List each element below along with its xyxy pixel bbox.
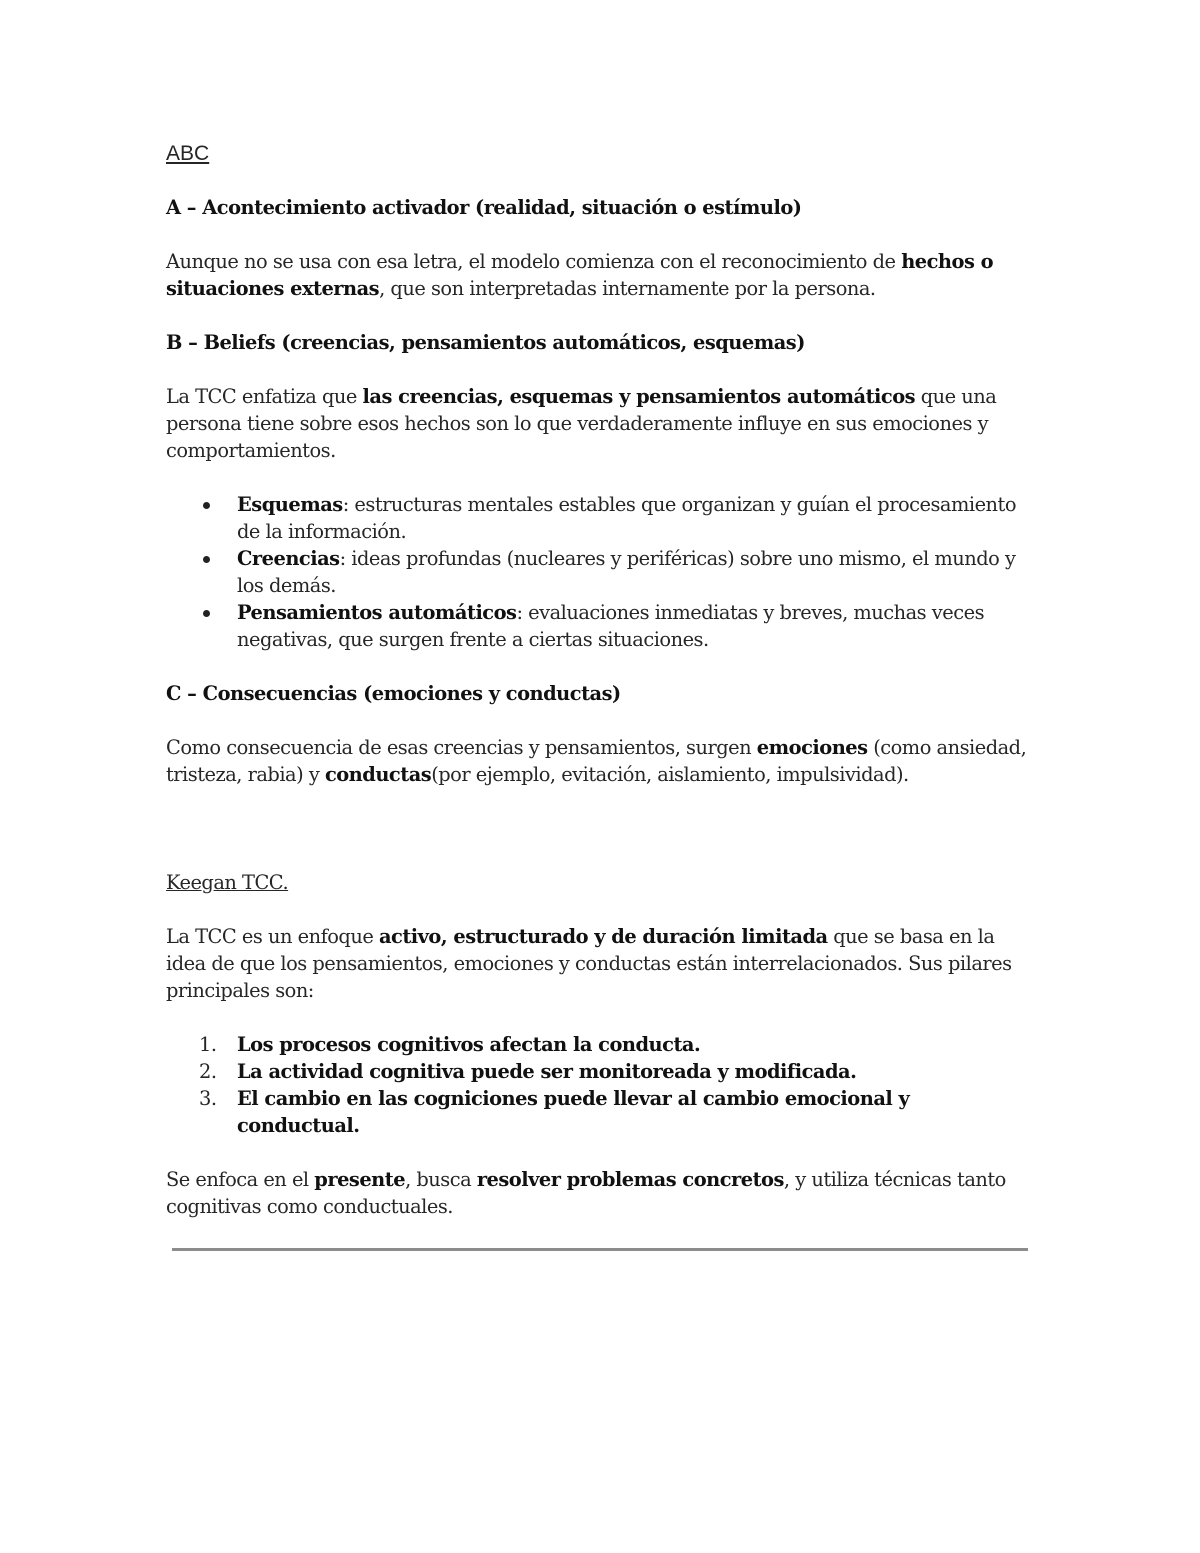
list-item bbox=[166, 599, 1036, 653]
section-b-heading bbox=[166, 329, 1036, 356]
list-number: 2. bbox=[199, 1060, 217, 1083]
summary-text-end: , y utiliza técnicas tanto cognitivas como conductuales. bbox=[166, 1168, 1006, 1218]
keegan-title bbox=[166, 869, 1036, 896]
section-a-bold: hechos o situaciones externas bbox=[166, 250, 994, 300]
section-c-heading bbox=[166, 680, 1036, 707]
list-item bbox=[166, 1085, 1036, 1139]
keegan-summary-paragraph bbox=[166, 1166, 1036, 1220]
abc-title-text: ABC bbox=[166, 142, 210, 165]
section-c-text: Como consecuencia de esas creencias y pensamientos, surgen bbox=[166, 736, 757, 759]
section-b-heading-text: B – Beliefs (creencias, pensamientos automáticos, esquemas) bbox=[166, 331, 805, 354]
beliefs-bullet-list bbox=[166, 491, 1036, 653]
pillars-numbered-list bbox=[166, 1031, 1036, 1139]
bullet-term: Creencias bbox=[237, 547, 340, 570]
section-c-text-end: (por ejemplo, evitación, aislamiento, impulsividad). bbox=[431, 763, 909, 786]
section-c-bold-emociones: emociones bbox=[756, 736, 868, 759]
bullet-text: : estructuras mentales estables que organizan y guían el procesamiento de la información. bbox=[237, 493, 1017, 543]
bullet-icon bbox=[203, 556, 210, 563]
section-a-paragraph bbox=[166, 248, 1036, 302]
section-c-text-mid: (como ansiedad, tristeza, rabia) y bbox=[166, 736, 1027, 786]
keegan-bold: activo, estructurado y de duración limitada bbox=[378, 925, 828, 948]
list-item bbox=[166, 491, 1036, 545]
section-b-text-end: que una persona tiene sobre esos hechos son lo que verdaderamente influye en sus emociones y comportamientos. bbox=[166, 385, 997, 462]
pillar-text: El cambio en las cogniciones puede llevar al cambio emocional y conductual. bbox=[237, 1087, 910, 1137]
section-c-heading-text: C – Consecuencias (emociones y conductas) bbox=[166, 682, 621, 705]
section-b-text: La TCC enfatiza que bbox=[166, 385, 363, 408]
section-b-bold: las creencias, esquemas y pensamientos automáticos bbox=[362, 385, 916, 408]
summary-bold-problemas: resolver problemas concretos bbox=[476, 1168, 784, 1191]
section-c-paragraph bbox=[166, 734, 1036, 788]
list-item bbox=[166, 1031, 1036, 1058]
section-c-bold-conductas: conductas bbox=[324, 763, 432, 786]
section-a-heading bbox=[166, 194, 1036, 221]
section-a-heading-text: A – Acontecimiento activador (realidad, situación o estímulo) bbox=[166, 196, 802, 219]
pillar-text: La actividad cognitiva puede ser monitoreada y modificada. bbox=[237, 1060, 857, 1083]
section-b-paragraph bbox=[166, 383, 1036, 464]
document-body bbox=[166, 140, 1036, 1247]
bullet-text: : ideas profundas (nucleares y periféricas) sobre uno mismo, el mundo y los demás. bbox=[237, 547, 1016, 597]
abc-title bbox=[166, 140, 1036, 167]
section-a-text-end: , que son interpretadas internamente por la persona. bbox=[379, 277, 876, 300]
bullet-term: Esquemas bbox=[237, 493, 343, 516]
bullet-icon bbox=[203, 610, 210, 617]
keegan-text-end: que se basa en la idea de que los pensamientos, emociones y conductas están interrelacionados. Sus pilares principales son: bbox=[166, 925, 1012, 1002]
summary-text-mid: , busca bbox=[405, 1168, 477, 1191]
keegan-text: La TCC es un enfoque bbox=[166, 925, 379, 948]
horizontal-divider bbox=[172, 1248, 1028, 1251]
bullet-term: Pensamientos automáticos bbox=[237, 601, 517, 624]
list-number: 3. bbox=[199, 1087, 217, 1110]
list-item bbox=[166, 1058, 1036, 1085]
summary-text: Se enfoca en el bbox=[166, 1168, 315, 1191]
spacer bbox=[166, 815, 1036, 869]
list-number: 1. bbox=[199, 1033, 217, 1056]
section-a-text: Aunque no se usa con esa letra, el modelo comienza con el reconocimiento de bbox=[166, 250, 902, 273]
keegan-title-text: Keegan TCC. bbox=[166, 871, 289, 894]
pillar-text: Los procesos cognitivos afectan la conducta. bbox=[237, 1033, 701, 1056]
summary-bold-presente: presente bbox=[314, 1168, 406, 1191]
bullet-icon bbox=[203, 502, 210, 509]
bullet-text: : evaluaciones inmediatas y breves, muchas veces negativas, que surgen frente a ciertas situaciones. bbox=[237, 601, 985, 651]
list-item bbox=[166, 545, 1036, 599]
keegan-paragraph bbox=[166, 923, 1036, 1004]
